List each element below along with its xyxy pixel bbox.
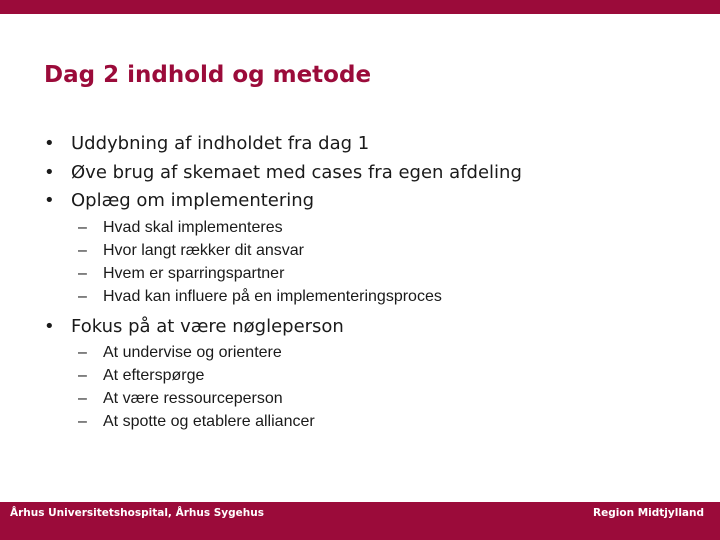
bullet-icon: • (44, 315, 55, 337)
sub-bullet-text: Hvor langt rækker dit ansvar (103, 241, 304, 259)
sub-bullet-item (44, 216, 684, 239)
slide-content (44, 130, 684, 438)
bullet-item (44, 313, 684, 342)
bullet-text: Fokus på at være nøgleperson (71, 315, 344, 337)
slide-title: Dag 2 indhold og metode (44, 62, 372, 88)
sub-bullet-item (44, 387, 684, 410)
bullet-list (44, 313, 684, 342)
dash-icon: – (78, 264, 87, 282)
sub-bullet-text: At undervise og orientere (103, 344, 282, 361)
sub-bullet-text: At efterspørge (103, 367, 205, 384)
sub-bullet-item (44, 364, 684, 387)
bullet-item (44, 187, 684, 216)
dash-icon: – (78, 367, 87, 384)
dash-icon: – (78, 390, 87, 407)
sub-bullet-item (44, 262, 684, 285)
bullet-icon: • (44, 190, 55, 211)
top-accent-bar (0, 0, 720, 14)
sub-bullet-item (44, 410, 684, 433)
sub-bullet-item (44, 341, 684, 364)
bullet-item (44, 130, 684, 159)
bullet-item (44, 159, 684, 188)
footer-region-name: Region Midtjylland (593, 507, 704, 519)
sub-bullet-text: Hvad kan influere på en implementeringsproces (103, 287, 442, 305)
footer-hospital-name: Århus Universitetshospital, Århus Sygehus (10, 507, 264, 519)
bullet-list (44, 130, 684, 216)
sub-bullet-text: At spotte og etablere alliancer (103, 413, 315, 430)
bullet-text: Øve brug af skemaet med cases fra egen afdeling (71, 161, 522, 183)
dash-icon: – (78, 218, 87, 236)
bullet-text: Oplæg om implementering (71, 190, 315, 211)
sub-bullet-text: Hvem er sparringspartner (103, 264, 285, 282)
dash-icon: – (78, 413, 87, 430)
sub-bullet-item (44, 285, 684, 308)
dash-icon: – (78, 287, 87, 305)
sub-bullet-item (44, 239, 684, 262)
bullet-icon: • (44, 133, 55, 154)
sub-bullet-text: At være ressourceperson (103, 390, 283, 407)
sub-bullet-list (44, 341, 684, 433)
dash-icon: – (78, 241, 87, 259)
sub-bullet-text: Hvad skal implementeres (103, 218, 283, 236)
sub-bullet-list (44, 216, 684, 308)
bullet-icon: • (44, 161, 55, 183)
bullet-text: Uddybning af indholdet fra dag 1 (71, 133, 370, 154)
dash-icon: – (78, 344, 87, 361)
